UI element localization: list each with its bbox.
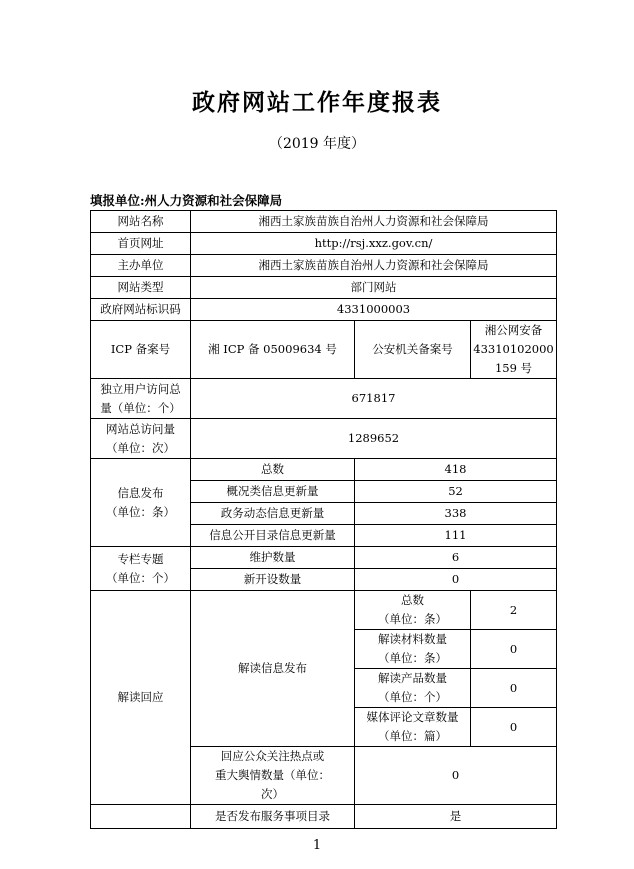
table-row — [91, 547, 557, 569]
empty-cell — [91, 805, 191, 829]
interpret-product-value: 0 — [471, 669, 557, 708]
interpret-label: 解读回应 — [91, 591, 191, 805]
service-value: 是 — [355, 805, 557, 829]
interpret-material-value: 0 — [471, 630, 557, 669]
type-label: 网站类型 — [91, 277, 191, 299]
report-table — [90, 210, 557, 829]
info-total-label: 总数 — [191, 459, 355, 481]
uv-value: 671817 — [191, 379, 557, 419]
column-new-value: 0 — [355, 569, 557, 591]
police-value: 湘公网安备 43310102000 159 号 — [471, 321, 557, 379]
site-name-label: 网站名称 — [91, 211, 191, 233]
column-label: 专栏专题 （单位：个） — [91, 547, 191, 591]
interpret-total-value: 2 — [471, 591, 557, 630]
site-name-value: 湘西土家族苗族自治州人力资源和社会保障局 — [191, 211, 557, 233]
interpret-media-value: 0 — [471, 708, 557, 747]
info-overview-value: 52 — [355, 481, 557, 503]
info-total-value: 418 — [355, 459, 557, 481]
info-open-value: 111 — [355, 525, 557, 547]
page-subtitle: （2019 年度） — [268, 136, 366, 152]
info-open-label: 信息公开目录信息更新量 — [191, 525, 355, 547]
interpret-total-label: 总数 （单位：条） — [355, 591, 471, 630]
table-row — [91, 459, 557, 481]
police-label: 公安机关备案号 — [355, 321, 471, 379]
table-row — [91, 805, 557, 829]
column-maintain-value: 6 — [355, 547, 557, 569]
site-id-value: 4331000003 — [191, 299, 557, 321]
info-gov-value: 338 — [355, 503, 557, 525]
table-row — [91, 211, 557, 233]
table-row — [91, 255, 557, 277]
host-value: 湘西土家族苗族自治州人力资源和社会保障局 — [191, 255, 557, 277]
host-label: 主办单位 — [91, 255, 191, 277]
table-row — [91, 591, 557, 630]
table-row — [91, 419, 557, 459]
interpret-response-value: 0 — [355, 747, 557, 805]
icp-label: ICP 备案号 — [91, 321, 191, 379]
pv-value: 1289652 — [191, 419, 557, 459]
interpret-media-label: 媒体评论文章数量 （单位：篇） — [355, 708, 471, 747]
interpret-publish-label: 解读信息发布 — [191, 591, 355, 747]
interpret-product-label: 解读产品数量 （单位：个） — [355, 669, 471, 708]
uv-label: 独立用户访问总 量（单位：个） — [91, 379, 191, 419]
table-row — [91, 321, 557, 379]
table-row — [91, 379, 557, 419]
page-number: 1 — [312, 838, 322, 853]
table-row — [91, 277, 557, 299]
column-new-label: 新开设数量 — [191, 569, 355, 591]
page-title: 政府网站工作年度报表 — [192, 90, 442, 116]
table-row — [91, 233, 557, 255]
info-overview-label: 概况类信息更新量 — [191, 481, 355, 503]
type-value: 部门网站 — [191, 277, 557, 299]
pv-label: 网站总访问量 （单位：次） — [91, 419, 191, 459]
homepage-label: 首页网址 — [91, 233, 191, 255]
filler-unit: 填报单位:州人力资源和社会保障局 — [90, 193, 283, 208]
table-row — [91, 299, 557, 321]
info-release-label: 信息发布 （单位：条） — [91, 459, 191, 547]
column-maintain-label: 维护数量 — [191, 547, 355, 569]
site-id-label: 政府网站标识码 — [91, 299, 191, 321]
interpret-response-label: 回应公众关注热点或 重大舆情数量（单位： 次） — [191, 747, 355, 805]
info-gov-label: 政务动态信息更新量 — [191, 503, 355, 525]
icp-value: 湘 ICP 备 05009634 号 — [191, 321, 355, 379]
homepage-value: http://rsj.xxz.gov.cn/ — [191, 233, 557, 255]
service-label: 是否发布服务事项目录 — [191, 805, 355, 829]
interpret-material-label: 解读材料数量 （单位：条） — [355, 630, 471, 669]
